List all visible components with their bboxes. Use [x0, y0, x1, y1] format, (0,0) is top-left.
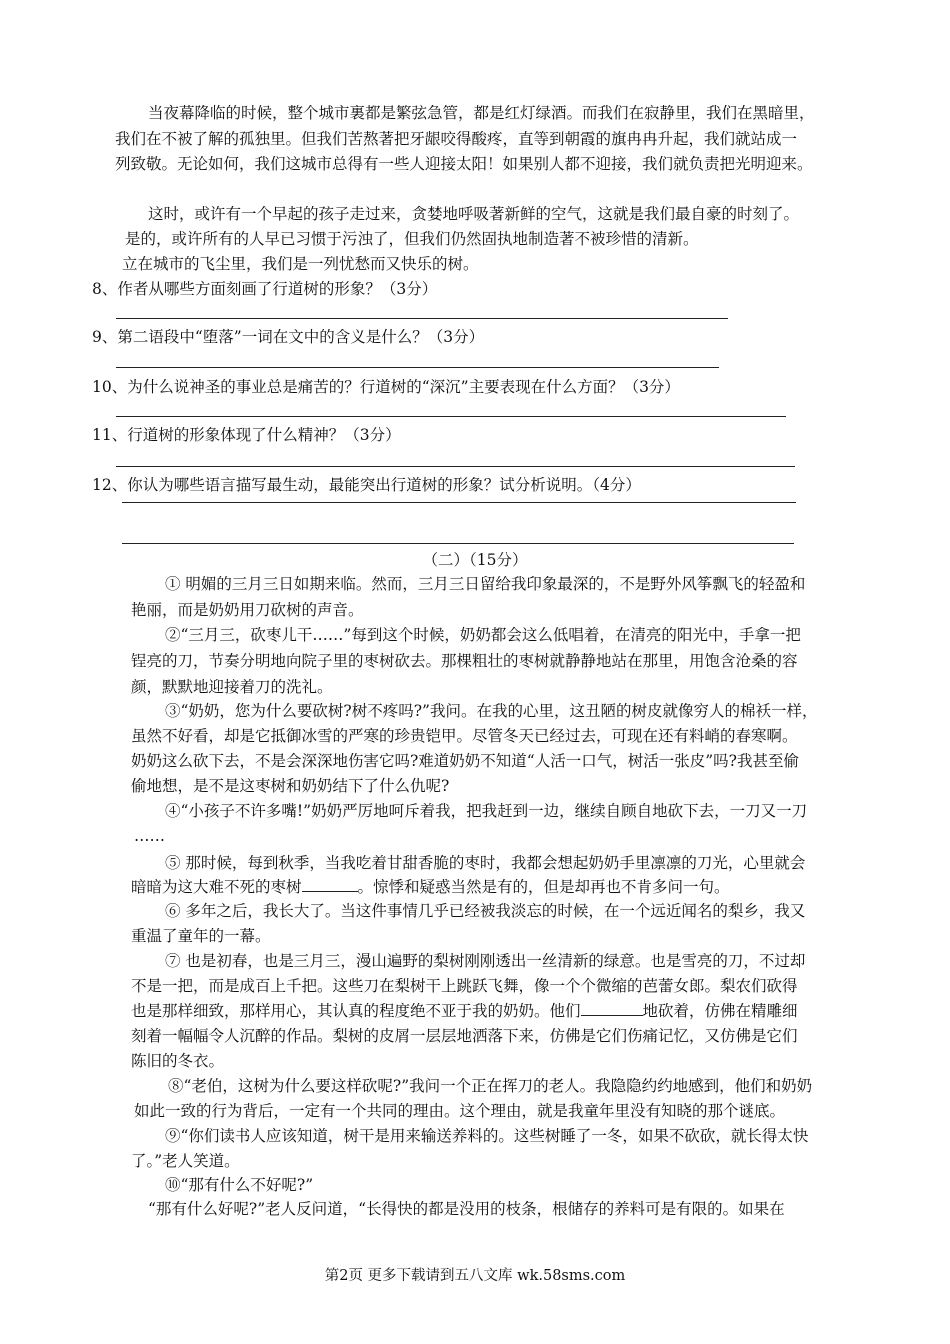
page-footer: 第2页 更多下载请到五八文库 wk.58sms.com — [324, 1268, 626, 1284]
text-segment: 地砍着，仿佛在精雕细 — [642, 1002, 798, 1020]
paragraph-line: ③“奶奶，您为什么要砍树?树不疼吗?”我问。在我的心里，这丑陋的树皮就像穷人的棉袄一样， — [165, 702, 818, 720]
text-segment: 。惊悸和疑惑当然是有的，但是却再也不肯多问一句。 — [357, 878, 730, 896]
paragraph-line: 虽然不好看，却是它抵御冰雪的严寒的珍贵铠甲。尽管冬天已经过去，可现在还有料峭的春寒啊。 — [131, 727, 798, 745]
passage-line: 立在城市的飞尘里，我们是一列忧愁而又快乐的树。 — [122, 255, 479, 273]
paragraph-line: ④“小孩子不许多嘴!”奶奶严厉地呵斥着我，把我赶到一边，继续自顾自地砍下去，一刀又一刀 — [165, 802, 808, 820]
paragraph-line — [131, 1000, 798, 1022]
paragraph-line: 重温了童年的一幕。 — [131, 927, 271, 945]
paragraph-line: 偷地想，是不是这枣树和奶奶结下了什么仇呢? — [131, 777, 450, 795]
paragraph-line: 了。”老人笑道。 — [131, 1152, 240, 1170]
paragraph-line: 奶奶这么砍下去，不是会深深地伤害它吗?难道奶奶不知道“人活一口气，树活一张皮”吗?我甚至偷 — [131, 752, 799, 770]
fill-in-blank[interactable] — [302, 876, 358, 892]
text-segment: 也是那样细致，那样用心，其认真的程度绝不亚于我的奶奶。他们 — [131, 1002, 581, 1020]
paragraph-line: ⑧“老伯，这树为什么要这样砍呢?”我问一个正在挥刀的老人。我隐隐约约地感到，他们和奶奶 — [168, 1077, 813, 1095]
paragraph-line: 刻着一幅幅令人沉醉的作品。梨树的皮屑一层层地洒落下来，仿佛是它们伤痛记忆，又仿佛是它们 — [131, 1027, 798, 1045]
paragraph-line — [131, 876, 730, 898]
paragraph-line: 不是一把，而是成百上千把。这些刀在梨树干上跳跃飞舞，像一个个微缩的芭蕾女郎。梨农们砍得 — [131, 977, 798, 995]
paragraph-line: 艳丽，而是奶奶用刀砍树的声音。 — [131, 601, 364, 619]
answer-line — [122, 502, 796, 503]
paragraph-line: 陈旧的冬衣。 — [131, 1052, 225, 1070]
question-11: 11、行道树的形象体现了什么精神？（3分） — [92, 426, 401, 444]
passage-line: 这时，或许有一个早起的孩子走过来，贪婪地呼吸著新鲜的空气，这就是我们最自豪的时刻了。 — [148, 205, 800, 223]
paragraph-line: ① 明媚的三月三日如期来临。然而，三月三日留给我印象最深的，不是野外风筝飘飞的轻盈和 — [165, 575, 806, 593]
paragraph-line: 如此一致的行为背后，一定有一个共同的理由。这个理由，就是我童年里没有知晓的那个谜底。 — [134, 1102, 786, 1120]
answer-line — [122, 543, 794, 544]
answer-line — [116, 367, 719, 368]
question-12: 12、你认为哪些语言描写最生动，最能突出行道树的形象？试分析说明。（4分） — [92, 476, 641, 494]
paragraph-line: …… — [134, 827, 165, 845]
question-10: 10、为什么说神圣的事业总是痛苦的？行道树的“深沉”主要表现在什么方面？（3分） — [92, 378, 680, 396]
paragraph-line: ⑥ 多年之后，我长大了。当这件事情几乎已经被我淡忘的时候，在一个远近闻名的梨乡，我又 — [165, 902, 806, 920]
paragraph-line: ⑤ 那时候，每到秋季，当我吃着甘甜香脆的枣时，我都会想起奶奶手里凛凛的刀光，心里就会 — [165, 854, 806, 872]
answer-line — [116, 466, 795, 467]
passage-line: 是的，或许所有的人早已习惯于污浊了，但我们仍然固执地制造著不被珍惜的清新。 — [125, 230, 699, 248]
text-segment: 暗暗为这大难不死的枣树 — [131, 878, 302, 896]
answer-line — [116, 416, 786, 417]
paragraph-line: ②“三月三，砍枣儿干……”每到这个时候，奶奶都会这么低唱着，在清亮的阳光中，手拿一把 — [165, 626, 801, 644]
paragraph-line: 颜，默默地迎接着刀的洗礼。 — [131, 678, 333, 696]
paragraph-line: 锃亮的刀，节奏分明地向院子里的枣树砍去。那棵粗壮的枣树就静静地站在那里，用饱含沧桑的容 — [131, 652, 798, 670]
paragraph-line: ⑩“那有什么不好呢?” — [165, 1176, 314, 1194]
paragraph-line: ⑨“你们读书人应该知道，树干是用来输送养料的。这些树睡了一冬，如果不砍砍，就长得太快 — [165, 1127, 809, 1145]
passage-line: 我们在不被了解的孤独里。但我们苦熬著把牙龈咬得酸疼，直等到朝霞的旗冉冉升起，我们就站成一 — [115, 130, 798, 148]
fill-in-blank[interactable] — [581, 1000, 643, 1016]
question-9: 9、第二语段中“堕落”一词在文中的含义是什么？（3分） — [92, 328, 485, 346]
passage-line: 列致敬。无论如何，我们这城市总得有一些人迎接太阳！如果别人都不迎接，我们就负责把光明迎来。 — [115, 155, 813, 173]
paragraph-line: ⑦ 也是初春，也是三月三，漫山遍野的梨树刚刚透出一丝清新的绿意。也是雪亮的刀，不过却 — [165, 952, 806, 970]
answer-line — [116, 318, 728, 319]
question-8: 8、作者从哪些方面刻画了行道树的形象？（3分） — [92, 280, 438, 298]
section-heading: （二）（15分） — [422, 551, 528, 569]
passage-line: 当夜幕降临的时候，整个城市裏都是繁弦急管，都是红灯绿酒。而我们在寂静里，我们在黑暗里， — [148, 104, 815, 122]
paragraph-line: “那有什么好呢?”老人反问道，“长得快的都是没用的枝条，根储存的养料可是有限的。如果在 — [148, 1200, 785, 1218]
